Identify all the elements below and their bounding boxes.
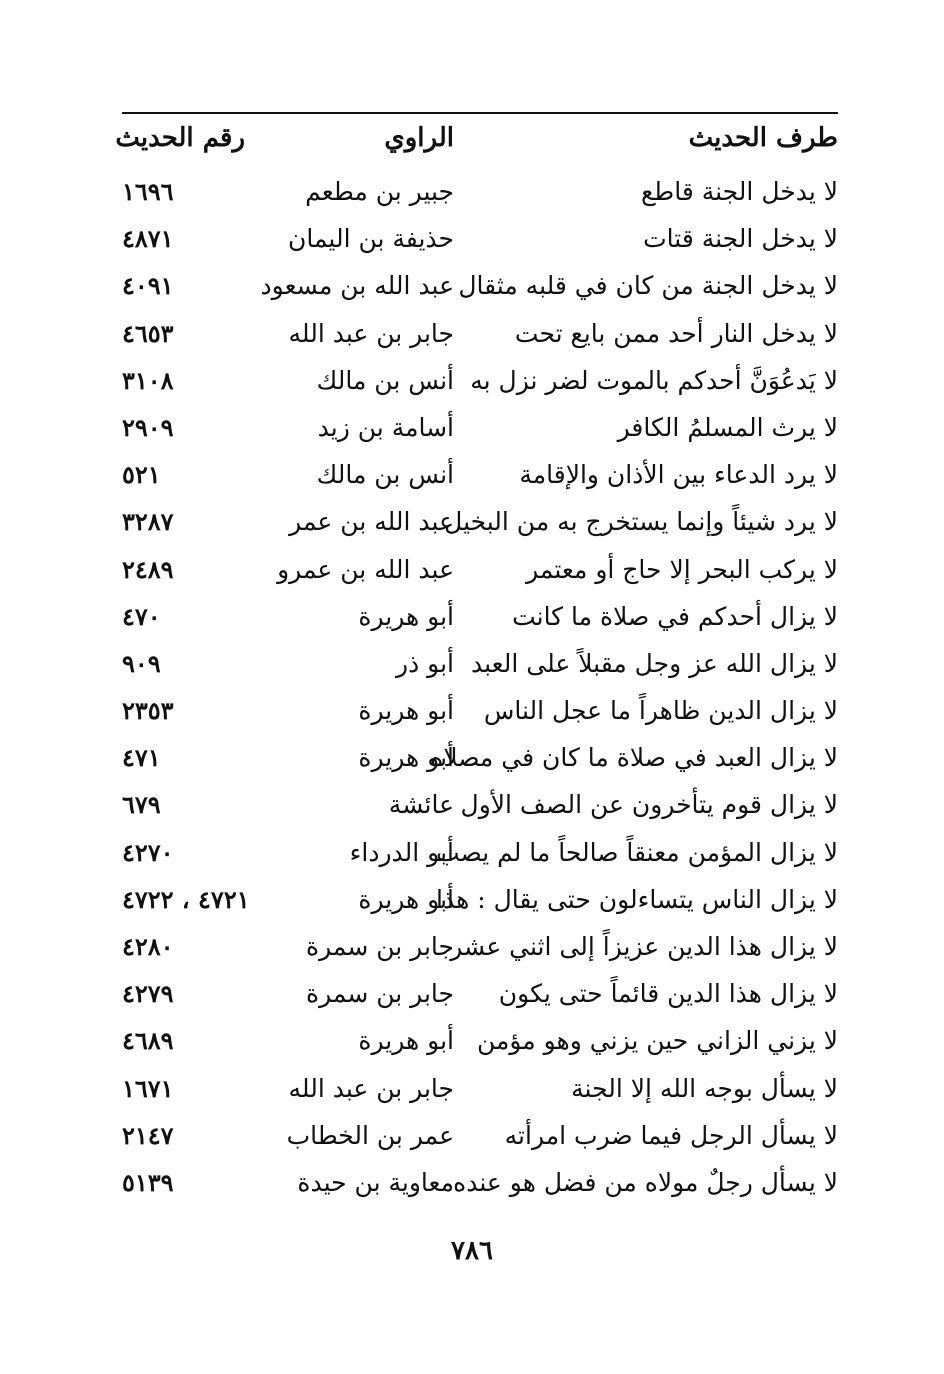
narrator: جابر بن عبد الله <box>288 318 454 348</box>
hadith-text: لا يزال المؤمن معنقاً صالحاً ما لم يصب <box>435 837 838 867</box>
hadith-text: لا يزال العبد في صلاة ما كان في مصلاه <box>430 743 838 773</box>
hadith-number: ٤٦٨٩ <box>122 1026 174 1056</box>
hadith-number: ٤٧١ <box>122 743 161 773</box>
hadith-number: ٤٧٢١ ، ٤٧٢٢ <box>122 884 250 914</box>
hadith-text: لا يسأل بوجه الله إلا الجنة <box>571 1073 838 1103</box>
hadith-text: لا يرث المسلمُ الكافر <box>617 412 838 442</box>
hadith-number: ٢٩٠٩ <box>122 412 174 442</box>
narrator: أبو الدرداء <box>349 837 454 867</box>
table-row <box>122 264 838 311</box>
narrator: عبد الله بن عمرو <box>277 554 454 584</box>
hadith-text: لا يرد الدعاء بين الأذان والإقامة <box>519 460 838 490</box>
hadith-number: ٢٣٥٣ <box>122 696 174 726</box>
header-hadith-number: رقم الحديث <box>115 123 245 153</box>
hadith-text: لا يزال الدين ظاهراً ما عجل الناس <box>483 696 838 726</box>
hadith-text: لا يدخل الجنة قاطع <box>641 177 838 206</box>
table-row <box>122 689 838 736</box>
narrator: أبو هريرة <box>358 601 454 631</box>
hadith-text: لا يدخل الجنة من كان في قلبه مثقال <box>458 271 838 301</box>
hadith-number: ٢١٤٧ <box>122 1120 174 1150</box>
hadith-text: لا يسأل الرجل فيما ضرب امرأته <box>504 1120 838 1150</box>
hadith-number: ٤٢٧٩ <box>122 979 174 1009</box>
table-row <box>122 548 838 595</box>
narrator: أنس بن مالك <box>316 460 454 490</box>
table-row <box>122 500 838 547</box>
hadith-number: ٢٤٨٩ <box>122 554 174 584</box>
hadith-index-table <box>122 170 838 1208</box>
hadith-text: لا يزال هذا الدين عزيزاً إلى اثني عشر <box>450 932 838 961</box>
hadith-text: لا يدخل النار أحد ممن بايع تحت <box>514 318 838 348</box>
hadith-text: لا يدخل الجنة قتات <box>643 224 838 254</box>
table-row <box>122 595 838 642</box>
table-row <box>122 1067 838 1114</box>
table-row <box>122 406 838 453</box>
table-header <box>115 116 838 164</box>
hadith-text: لا يَدعُوَنَّ أحدكم بالموت لضر نزل به <box>470 365 838 395</box>
narrator: عبد الله بن مسعود <box>260 271 454 301</box>
narrator: جابر بن سمرة <box>306 932 454 961</box>
hadith-text: لا يسأل رجلٌ مولاه من فضل هو عنده <box>453 1167 838 1197</box>
top-rule <box>122 112 838 114</box>
page-number: ٧٨٦ <box>451 1236 493 1266</box>
hadith-number: ٤٠٩١ <box>122 271 174 301</box>
hadith-text: لا يزال هذا الدين قائماً حتى يكون <box>498 979 838 1009</box>
header-narrator: الراوي <box>384 123 454 153</box>
narrator: أبو ذر <box>396 648 454 678</box>
narrator: أبو هريرة <box>358 884 454 914</box>
table-row <box>122 1019 838 1066</box>
hadith-number: ٣١٠٨ <box>122 365 174 395</box>
narrator: جابر بن سمرة <box>306 979 454 1009</box>
hadith-number: ٩٠٩ <box>122 648 161 678</box>
hadith-number: ٦٧٩ <box>122 790 161 820</box>
narrator: عمر بن الخطاب <box>286 1120 454 1150</box>
hadith-number: ٥٢١ <box>122 460 161 490</box>
table-row <box>122 217 838 264</box>
table-row <box>122 1161 838 1208</box>
narrator: عائشة <box>388 790 454 820</box>
hadith-number: ١٦٩٦ <box>122 177 174 206</box>
hadith-text: لا يزني الزاني حين يزني وهو مؤمن <box>476 1026 838 1056</box>
table-row <box>122 312 838 359</box>
hadith-number: ١٦٧١ <box>122 1073 174 1103</box>
hadith-text: لا يزال الناس يتساءلون حتى يقال : هذا <box>436 884 838 914</box>
hadith-text: لا يزال قوم يتأخرون عن الصف الأول <box>460 790 838 820</box>
narrator: حذيفة بن اليمان <box>287 224 454 254</box>
hadith-text: لا يرد شيئاً وإنما يستخرج به من البخيل <box>444 507 838 537</box>
hadith-text: لا يزال الله عز وجل مقبلاً على العبد <box>471 648 838 678</box>
hadith-text: لا يزال أحدكم في صلاة ما كانت <box>512 601 838 631</box>
hadith-number: ٥١٣٩ <box>122 1167 174 1197</box>
narrator: جبير بن مطعم <box>305 177 454 206</box>
table-row <box>122 972 838 1019</box>
table-row <box>122 831 838 878</box>
narrator: جابر بن عبد الله <box>288 1073 454 1103</box>
table-row <box>122 783 838 830</box>
table-row <box>122 170 838 217</box>
hadith-number: ٤٢٧٠ <box>122 837 174 867</box>
header-hadith-text: طرف الحديث <box>688 123 838 153</box>
hadith-number: ٤٢٨٠ <box>122 932 174 961</box>
narrator: أبو هريرة <box>358 1026 454 1056</box>
hadith-number: ٤٧٠ <box>122 601 161 631</box>
table-row <box>122 1114 838 1161</box>
table-row <box>122 359 838 406</box>
hadith-text: لا يركب البحر إلا حاج أو معتمر <box>526 554 838 584</box>
narrator: أسامة بن زيد <box>317 412 454 442</box>
hadith-number: ٤٦٥٣ <box>122 318 174 348</box>
table-row <box>122 453 838 500</box>
narrator: أبو هريرة <box>358 696 454 726</box>
hadith-number: ٣٢٨٧ <box>122 507 174 537</box>
table-row <box>122 736 838 783</box>
table-row <box>122 642 838 689</box>
narrator: أنس بن مالك <box>316 365 454 395</box>
narrator: معاوية بن حيدة <box>297 1167 454 1197</box>
table-row <box>122 878 838 925</box>
narrator: أبو هريرة <box>358 743 454 773</box>
narrator: عبد الله بن عمر <box>289 507 454 537</box>
table-row <box>122 925 838 972</box>
hadith-number: ٤٨٧١ <box>122 224 174 254</box>
